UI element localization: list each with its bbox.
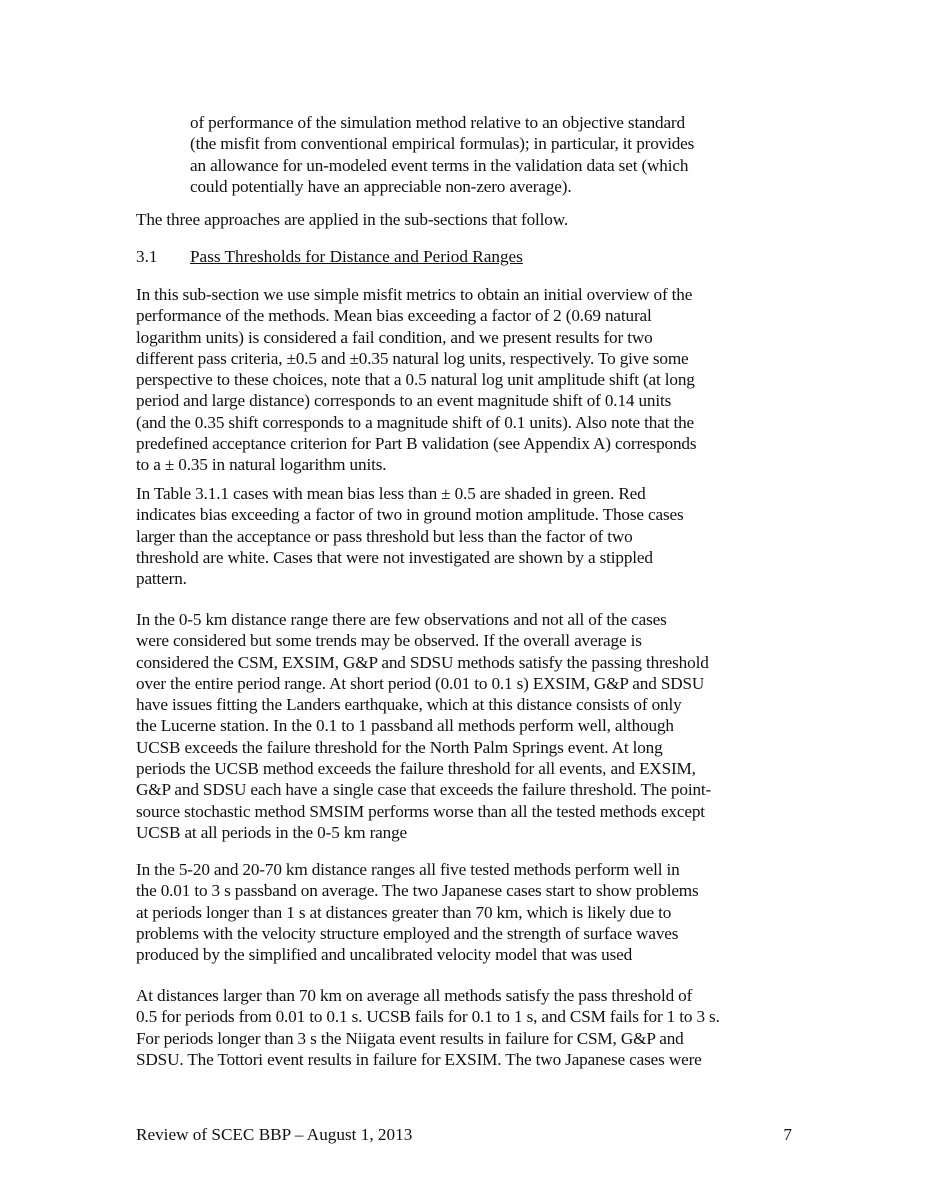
text-line: the Lucerne station. In the 0.1 to 1 passband all methods perform well, although xyxy=(136,716,674,736)
text-line: In the 5-20 and 20-70 km distance ranges all five tested methods perform well in xyxy=(136,860,680,879)
text-line: source stochastic method SMSIM performs worse than all the tested methods except xyxy=(136,801,705,821)
text-line: SDSU. The Tottori event results in failure for EXSIM. The two Japanese cases were xyxy=(136,1049,702,1069)
text-line: In Table 3.1.1 cases with mean bias less than ± 0.5 are shaded in green. Red xyxy=(136,484,646,503)
text-line: perspective to these choices, note that a 0.5 natural log unit amplitude shift (at long xyxy=(136,370,695,390)
text-line: at periods longer than 1 s at distances greater than 70 km, which is likely due to xyxy=(136,902,672,922)
text-line: have issues fitting the Landers earthquake, which at this distance consists of only xyxy=(136,695,682,715)
paragraph-over-70km xyxy=(136,985,796,1070)
text-line: (the misfit from conventional empirical formulas); in particular, it provides xyxy=(190,134,695,154)
text-line: predefined acceptance criterion for Part B validation (see Appendix A) corresponds xyxy=(136,434,697,454)
text-line: UCSB exceeds the failure threshold for the North Palm Springs event. At long xyxy=(136,737,663,757)
paragraph-5-70km xyxy=(136,859,796,965)
text-line: The three approaches are applied in the sub-sections that follow. xyxy=(136,210,569,229)
text-line: indicates bias exceeding a factor of two in ground motion amplitude. Those cases xyxy=(136,505,684,525)
text-line: an allowance for un-modeled event terms in the validation data set (which xyxy=(190,155,689,175)
text-line: UCSB at all periods in the 0-5 km range xyxy=(136,822,408,842)
footer-title: Review of SCEC BBP – August 1, 2013 xyxy=(136,1125,413,1144)
text-line: pattern. xyxy=(136,569,187,589)
section-heading xyxy=(136,246,523,267)
text-line: period and large distance) corresponds to an event magnitude shift of 0.14 units xyxy=(136,391,672,411)
text-line: performance of the methods. Mean bias exceeding a factor of 2 (0.69 natural xyxy=(136,306,652,326)
text-line: For periods longer than 3 s the Niigata event results in failure for CSM, G&P and xyxy=(136,1028,684,1048)
text-line: threshold are white. Cases that were not investigated are shown by a stippled xyxy=(136,547,653,567)
paragraph-misfit-metrics xyxy=(136,284,796,476)
page-number: 7 xyxy=(783,1125,792,1144)
paragraph-0-5km xyxy=(136,609,796,843)
text-line: the 0.01 to 3 s passband on average. The two Japanese cases start to show problems xyxy=(136,881,699,901)
section-number: 3.1 xyxy=(136,247,158,266)
text-line: considered the CSM, EXSIM, G&P and SDSU methods satisfy the passing threshold xyxy=(136,652,709,672)
text-line: could potentially have an appreciable non-zero average). xyxy=(190,176,572,196)
text-line: problems with the velocity structure employed and the strength of surface waves xyxy=(136,923,679,943)
intro-paragraph xyxy=(136,209,796,230)
text-line: In this sub-section we use simple misfit metrics to obtain an initial overview of the xyxy=(136,285,693,304)
text-line: different pass criteria, ±0.5 and ±0.35 natural log units, respectively. To give some xyxy=(136,348,689,368)
text-line: to a ± 0.35 in natural logarithm units. xyxy=(136,455,387,475)
text-line: larger than the acceptance or pass threshold but less than the factor of two xyxy=(136,526,633,546)
text-line: In the 0-5 km distance range there are few observations and not all of the cases xyxy=(136,610,667,629)
text-line: 0.5 for periods from 0.01 to 0.1 s. UCSB fails for 0.1 to 1 s, and CSM fails for 1 to 3 s. xyxy=(136,1007,720,1027)
text-line: At distances larger than 70 km on average all methods satisfy the pass threshold of xyxy=(136,986,693,1005)
text-line: periods the UCSB method exceeds the failure threshold for all events, and EXSIM, xyxy=(136,759,696,779)
text-line: produced by the simplified and uncalibrated velocity model that was used xyxy=(136,945,633,965)
section-title: Pass Thresholds for Distance and Period Ranges xyxy=(190,247,523,266)
text-line: over the entire period range. At short period (0.01 to 0.1 s) EXSIM, G&P and SDSU xyxy=(136,673,705,693)
text-line: were considered but some trends may be observed. If the overall average is xyxy=(136,631,642,651)
text-line: logarithm units) is considered a fail condition, and we present results for two xyxy=(136,327,653,347)
text-line: of performance of the simulation method relative to an objective standard xyxy=(190,113,685,132)
continuation-paragraph xyxy=(190,112,800,197)
text-line: (and the 0.35 shift corresponds to a magnitude shift of 0.1 units). Also note that the xyxy=(136,412,695,432)
paragraph-table-shading xyxy=(136,483,796,589)
text-line: G&P and SDSU each have a single case that exceeds the failure threshold. The point- xyxy=(136,780,712,800)
